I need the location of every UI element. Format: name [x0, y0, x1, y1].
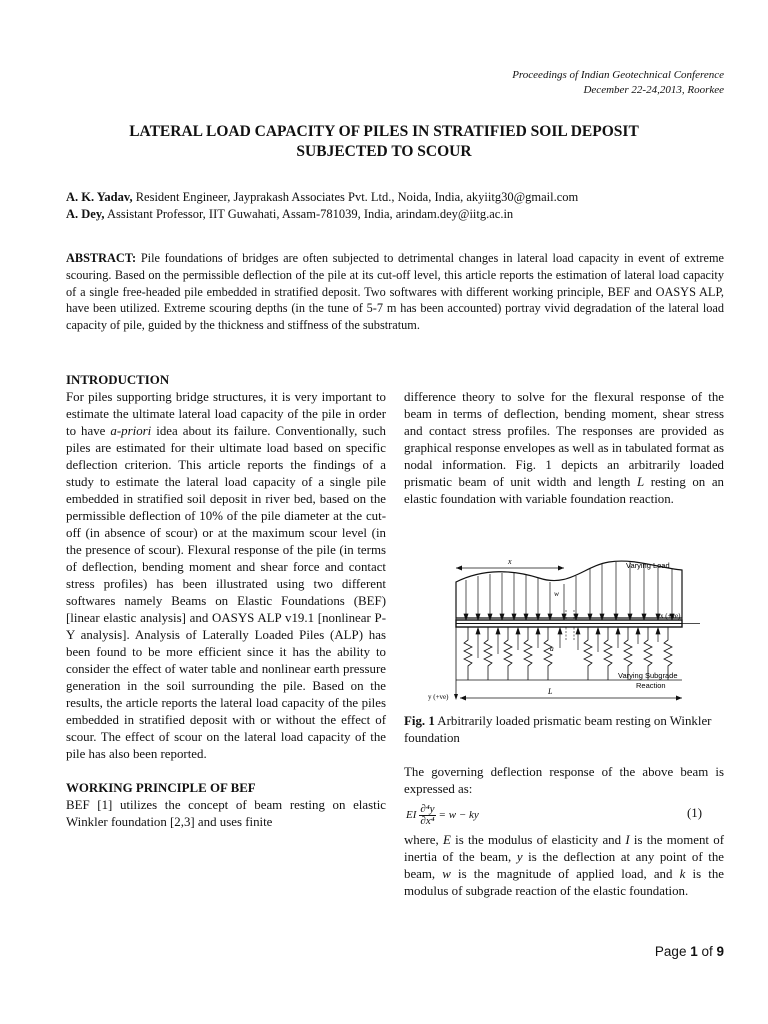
reaction-label-line-2: Reaction [636, 681, 666, 690]
working-principle-heading: WORKING PRINCIPLE OF BEF [66, 781, 256, 795]
length-label: L [548, 687, 553, 696]
symbol-definitions: where, E is the modulus of elasticity and I is the moment of inertia of the beam, y is the deflection at any point of the beam, w is the magnitude of applied load, and k is the modulus of subgrade reaction of the elastic foundation. [404, 833, 724, 898]
conference-header [324, 68, 724, 98]
author-list [66, 189, 726, 223]
author-1-name: A. K. Yadav, [66, 190, 133, 204]
title-line-1: LATERAL LOAD CAPACITY OF PILES IN STRATIFIED SOIL DEPOSIT [129, 123, 639, 140]
equation-formula [406, 800, 479, 830]
x-dimension-label: x [508, 557, 512, 566]
equation-rhs: = w − ky [438, 809, 479, 821]
conference-name: Proceedings of Indian Geotechnical Conference [512, 69, 724, 81]
reaction-label-line-1: Varying Subgrade [618, 671, 678, 680]
author-2-name: A. Dey, [66, 207, 105, 221]
x-axis-label: x (+ve) [660, 612, 681, 620]
conference-dates: December 22-24,2013, Roorkee [583, 84, 724, 96]
equation-lhs: EI [406, 809, 417, 821]
equation-fraction [419, 804, 435, 827]
author-1-affiliation: Resident Engineer, Jayprakash Associates Pvt. Ltd., Noida, India, akyiitg30@gmail.com [132, 190, 579, 204]
page-total: 9 [716, 944, 724, 959]
equation-number: (1) [686, 806, 702, 820]
author-1 [66, 189, 726, 206]
introduction-text: For piles supporting bridge structures, it is very important to estimate the ultimate lateral load capacity of the pile in order to have a-priori idea about its failure. Conventionally, such piles are estimated for their ultimate load based on specific deflection criterion. This article reports the findings of a study to estimate the lateral load capacity of a single pile embedded in stratified soil deposit in river bed, based on the permissible deflection of 10% of the pile diameter at the cut-off (in absence of scour) or at the maximum scour level (in the presence of scour). Flexural response of the pile (in terms of deflection, bending moment and shear force and contact stress profiles) has been illustrated using two different softwares namely Beams on Elastic Foundations (BEF) [linear elastic analysis] and OASYS ALP v19.1 [nonlinear P-Y analysis]. Analysis of Laterally Loaded Piles (ALP) has been found to be more efficient since it has the ability to consider the effect of water table and nonlinear earth pressure generation in the soil surrounding the pile. Based on the results, the article reports the lateral load capacity of the piles embedded in stratified deposit with or without the effect of scour. The effect of scour on the lateral load capacity of the pile has also been reported. [66, 390, 386, 761]
load-w-label: w [554, 589, 560, 598]
beam-diagram [404, 548, 724, 710]
introduction-heading: INTRODUCTION [66, 373, 170, 387]
title-line-2: SUBJECTED TO SCOUR [296, 143, 472, 160]
figure-1 [404, 548, 724, 710]
figure-1-label: Fig. 1 [404, 714, 435, 728]
abstract-text: Pile foundations of bridges are often subjected to detrimental changes in lateral load capacity in event of extreme scouring. Based on the permissible deflection of the pile at its cut-off level, this article reports the estimation of lateral load capacity of a single free-headed pile embedded in stratified deposit. Two softwares with different working principle, BEF and OASYS ALP, have been utilized. Extreme scouring depths (in the tune of 5-7 m has been accounted) portray vivid degradation of the lateral load capacity of pile, guided by the thickness and stiffness of the substratum. [66, 251, 724, 333]
author-2-affiliation: Assistant Professor, IIT Guwahati, Assam-781039, India, arindam.dey@iitg.ac.in [104, 207, 514, 221]
page-number: Page 1 of 9 [654, 944, 724, 959]
left-column [66, 372, 386, 831]
working-principle-text: BEF [1] utilizes the concept of beam resting on elastic Winkler foundation [2,3] and uses finite [66, 798, 386, 829]
equation-numerator: ∂⁴y [420, 802, 435, 815]
equation-denominator: ∂x⁴ [420, 814, 435, 827]
y-axis-label: y (+ve) [428, 693, 449, 701]
a-label: a [550, 644, 554, 653]
page-current: 1 [690, 944, 698, 959]
introduction-italic-term: a-priori [110, 424, 152, 438]
author-2 [66, 206, 726, 223]
varying-load-label: Varying Load [626, 561, 670, 570]
x-dimension-arrow-right [558, 566, 564, 571]
x-dimension-arrow-left [456, 566, 462, 571]
equation-1 [404, 800, 724, 830]
bef-description-text: difference theory to solve for the flexural response of the beam in terms of deflection, bending moment, shear stress and contact stress profiles. The responses are provided as graphical response envelopes as well as in tabulated format as nodal information. Fig. 1 depicts an arbitrarily loaded prismatic beam of unit width and length L resting on an elastic foundation with variable foundation reaction. [404, 390, 724, 506]
governing-equation-intro: The governing deflection response of the above beam is expressed as: [404, 765, 724, 796]
figure-1-caption: Fig. 1 Arbitrarily loaded prismatic beam resting on Winkler foundation [404, 714, 712, 745]
abstract [66, 250, 724, 334]
paper-title [40, 122, 728, 162]
abstract-label: ABSTRACT: [66, 251, 137, 265]
right-column-intro [404, 389, 724, 508]
